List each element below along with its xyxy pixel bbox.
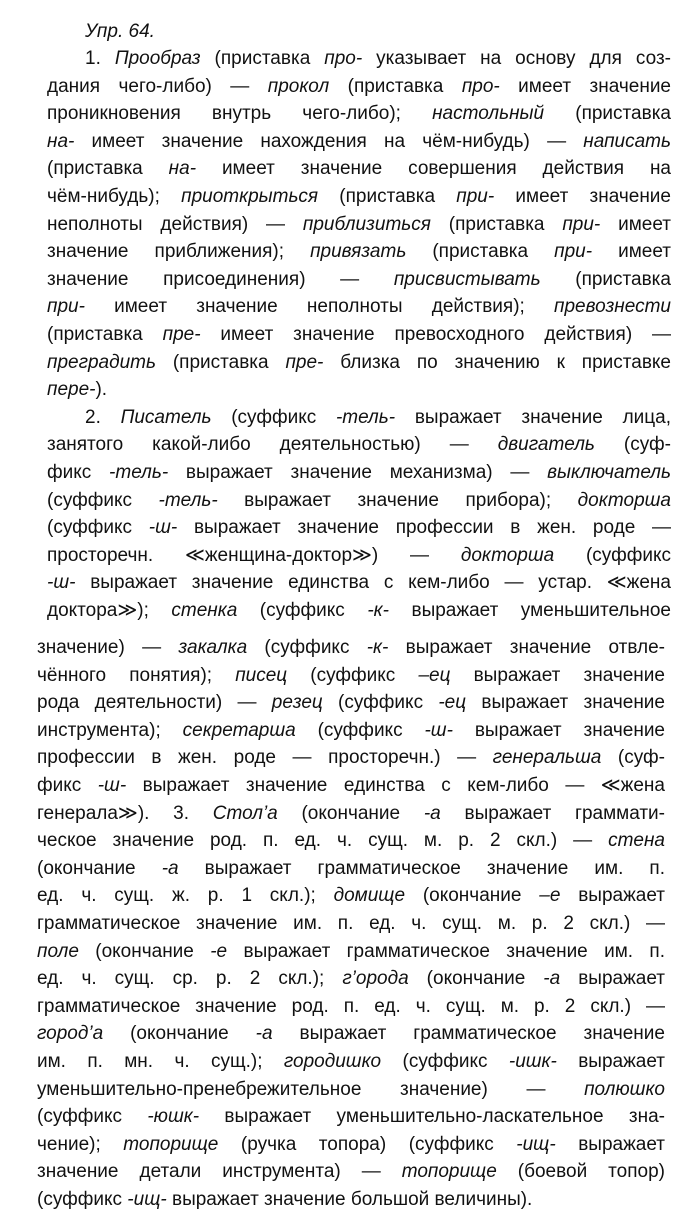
example-word: Прообраз <box>114 48 201 69</box>
text-line <box>37 1048 665 1076</box>
example-word: стена <box>608 830 665 852</box>
explanation-text: (суф- <box>594 434 671 456</box>
example-word: пре- <box>285 351 324 373</box>
example-word: преградить <box>47 351 156 373</box>
example-word: -к- <box>366 637 389 658</box>
example-word: -ищ- <box>127 1188 167 1210</box>
example-word: при- <box>562 213 601 235</box>
text-line <box>37 634 665 662</box>
explanation-text: значение) — <box>37 637 179 658</box>
example-word: -е <box>210 940 228 962</box>
explanation-text: профессии в жен. роде — просторечн.) — <box>37 747 493 769</box>
text-line <box>37 1158 665 1186</box>
explanation-text: выражает значение большой величины). <box>166 1188 533 1210</box>
text-line <box>47 459 671 487</box>
explanation-text: выражает <box>560 885 665 907</box>
example-word: секретарша <box>182 719 296 741</box>
explanation-text: (суффикс <box>295 719 425 741</box>
explanation-text: (приставка <box>318 185 457 207</box>
text-line <box>47 73 671 101</box>
example-word: -а <box>543 968 561 990</box>
explanation-text: грамматическое значение им. п. ед. ч. сущ. м. р. 2 скл.) — <box>37 912 665 934</box>
text-line <box>37 689 665 717</box>
text-line <box>37 993 665 1021</box>
explanation-text: инструмента); <box>37 719 183 741</box>
example-word: -ш- <box>97 774 127 796</box>
example-word: -а <box>161 857 179 879</box>
explanation-text: (приставка <box>155 351 286 373</box>
explanation-text: (окончание <box>408 968 544 990</box>
example-word: полюшко <box>584 1078 665 1100</box>
text-line <box>37 1131 665 1159</box>
example-word: резец <box>271 692 323 714</box>
text-line <box>47 431 671 459</box>
example-word: город’а <box>37 1023 104 1045</box>
text-line <box>47 211 671 239</box>
explanation-text: (окончание <box>37 857 162 879</box>
text-line <box>37 910 665 938</box>
explanation-text: (суффикс <box>237 599 368 621</box>
text-line <box>47 542 671 570</box>
text-line <box>47 376 671 404</box>
example-word: на- <box>168 158 197 180</box>
explanation-text: фикс <box>47 461 110 483</box>
exercise-title: Упр. 64. <box>85 21 155 42</box>
example-word: при- <box>47 296 85 318</box>
text-line <box>47 321 671 349</box>
explanation-text: выражает значение лица, <box>395 406 672 428</box>
explanation-text: неполноты действия) — <box>47 213 303 235</box>
example-word: при- <box>456 185 495 207</box>
text-line <box>37 827 665 855</box>
explanation-text: (приставка <box>544 103 671 125</box>
explanation-text: выражает значение единства с кем-либо — устар. ≪жена <box>75 572 671 594</box>
example-word: топорище <box>401 1161 497 1183</box>
explanation-text: чение); <box>37 1133 124 1155</box>
text-line <box>47 569 671 597</box>
explanation-text: (приставка <box>406 241 555 263</box>
explanation-text: ческое значение род. п. ед. ч. сущ. м. р. 2 скл.) — <box>37 830 609 852</box>
text-line <box>37 744 665 772</box>
example-word: превознести <box>554 296 671 318</box>
explanation-text: значение присоединения) — <box>47 268 394 290</box>
explanation-text: чённого понятия); <box>37 664 236 686</box>
explanation-text: имеет значение <box>494 185 671 207</box>
text-line <box>47 155 671 183</box>
text-line <box>47 238 671 266</box>
explanation-text: (боевой топор) <box>496 1161 665 1183</box>
explanation-text: имеет значение совершения действия на <box>196 158 671 180</box>
explanation-text: имеет значение <box>499 75 671 97</box>
text-line <box>37 938 665 966</box>
explanation-text: уменьшительно-пренебрежительное значение) — <box>37 1078 585 1100</box>
example-word: -к- <box>367 599 389 621</box>
example-word: -тель- <box>158 489 218 511</box>
text-line <box>37 855 665 883</box>
example-word: на- <box>47 130 75 152</box>
example-word: -ишк- <box>508 1050 557 1072</box>
text-line <box>37 800 665 828</box>
text-line <box>47 597 671 625</box>
explanation-text: выражает <box>556 1050 666 1072</box>
explanation-text: (ручка топора) (суффикс <box>218 1133 517 1155</box>
explanation-text: ед. ч. сущ. ср. р. 2 скл.); <box>37 968 343 990</box>
explanation-text: имеет <box>600 213 671 235</box>
explanation-text: выражает грамматическое значение <box>272 1023 665 1045</box>
example-word: Писатель <box>120 406 212 428</box>
example-word: топорище <box>123 1133 219 1155</box>
explanation-text: (приставка <box>430 213 563 235</box>
explanation-text: имеет значение нахождения на чём-нибудь) — <box>74 130 584 152</box>
explanation-text: выражает значение профессии в жен. роде — <box>177 517 672 539</box>
explanation-text: (приставка <box>540 268 671 290</box>
explanation-text: выражает значение прибора); <box>217 489 578 511</box>
explanation-text: (приставка <box>200 48 325 69</box>
example-word: приоткрыться <box>181 185 319 207</box>
example-word: домище <box>333 885 406 907</box>
example-word: –е <box>539 885 561 907</box>
example-word: -ш- <box>148 517 178 539</box>
explanation-text: проникновения внутрь чего-либо); <box>47 103 433 125</box>
explanation-text: выражает значение механизма) — <box>168 461 548 483</box>
explanation-text: грамматическое значение род. п. ед. ч. сущ. м. р. 2 скл.) — <box>37 995 665 1017</box>
explanation-text: выражает уменьшительное <box>388 599 671 621</box>
text-line <box>37 882 665 910</box>
example-word: при- <box>554 241 593 263</box>
example-word: присвистывать <box>393 268 541 290</box>
text-line <box>37 965 665 993</box>
explanation-text: доктора≫); <box>47 599 172 621</box>
example-word: прокол <box>267 75 330 97</box>
example-word: генеральша <box>492 747 602 769</box>
example-word: приблизиться <box>302 213 431 235</box>
example-word: Стол’а <box>212 802 278 824</box>
explanation-text: выражает граммати- <box>440 802 665 824</box>
text-line <box>47 404 671 432</box>
explanation-text: имеет значение неполноты действия); <box>84 296 555 318</box>
example-word: -ш- <box>47 572 76 594</box>
explanation-text: (приставка <box>329 75 462 97</box>
explanation-text: (суффикс <box>554 544 671 566</box>
explanation-text: (суффикс <box>247 637 367 658</box>
explanation-text: значение приближения); <box>47 241 311 263</box>
text-line <box>47 293 671 321</box>
example-word: докторша <box>577 489 671 511</box>
text-line <box>37 1186 665 1214</box>
text-line <box>47 487 671 515</box>
explanation-text: (суффикс <box>37 1188 128 1210</box>
example-word: настольный <box>432 103 545 125</box>
explanation-text: (окончание <box>277 802 424 824</box>
explanation-text: (суффикс <box>381 1050 509 1072</box>
text-line <box>37 1103 665 1131</box>
explanation-text: ). <box>95 379 108 401</box>
text-line <box>37 1076 665 1104</box>
example-word: г’орода <box>342 968 409 990</box>
example-word: двигатель <box>497 434 595 456</box>
example-word: -ищ- <box>516 1133 556 1155</box>
example-word: про- <box>324 48 363 69</box>
example-word: -тель- <box>109 461 169 483</box>
example-word: городишко <box>283 1050 382 1072</box>
explanation-text: (суффикс <box>47 517 149 539</box>
explanation-text: имеет <box>592 241 671 263</box>
explanation-text: (приставка <box>47 158 169 180</box>
example-word: -ш- <box>424 719 453 741</box>
example-word: докторша <box>460 544 555 566</box>
explanation-text: близка по значению к приставке <box>323 351 671 373</box>
example-word: пре- <box>162 323 201 345</box>
explanation-text: (суффикс <box>287 664 419 686</box>
text-line <box>37 1020 665 1048</box>
explanation-text: указывает на основу для соз- <box>362 48 671 69</box>
explanation-text: 1. <box>85 48 115 69</box>
explanation-text: генерала≫). 3. <box>37 802 213 824</box>
example-word: написать <box>583 130 671 152</box>
explanation-text: просторечн. ≪женщина-доктор≫) — <box>47 544 461 566</box>
explanation-text: имеет значение превосходного действия) — <box>200 323 671 345</box>
explanation-text: фикс <box>37 774 98 796</box>
text-line <box>47 100 671 128</box>
explanation-text: занятого какой-либо деятельностью) — <box>47 434 498 456</box>
example-word: стенка <box>171 599 238 621</box>
example-word: -а <box>255 1023 273 1045</box>
example-word: про- <box>461 75 500 97</box>
explanation-text: чём-нибудь); <box>47 185 182 207</box>
example-word: поле <box>37 940 79 962</box>
example-word: -юшк- <box>147 1106 200 1128</box>
explanation-text: (окончание <box>78 940 211 962</box>
text-line <box>47 514 671 542</box>
text-line <box>47 45 671 73</box>
explanation-text: выражает значение единства с кем-либо — ≪жена <box>126 774 665 796</box>
explanation-text: (окончание <box>103 1023 256 1045</box>
explanation-text: (суффикс <box>211 406 336 428</box>
example-word: закалка <box>178 637 248 658</box>
explanation-text: выражает уменьшительно-ласкательное зна- <box>199 1106 665 1128</box>
text-line <box>47 266 671 294</box>
example-word: -а <box>423 802 441 824</box>
explanation-text: выражает грамматическое значение им. п. <box>227 940 665 962</box>
example-word: -ец <box>438 692 467 714</box>
explanation-text: значение детали инструмента) — <box>37 1161 402 1183</box>
explanation-text: выражает <box>555 1133 666 1155</box>
text-line <box>37 772 665 800</box>
example-word: пере- <box>47 379 96 401</box>
explanation-text: выражает значение <box>450 664 665 686</box>
text-line <box>37 717 665 745</box>
explanation-text: (приставка <box>47 323 163 345</box>
text-block-upper <box>47 45 671 624</box>
explanation-text: (суффикс <box>37 1106 148 1128</box>
explanation-text: выражает значение <box>466 692 665 714</box>
text-line <box>47 183 671 211</box>
text-block-lower <box>37 634 665 1213</box>
text-line <box>47 349 671 377</box>
example-word: –ец <box>418 664 451 686</box>
explanation-text: (суффикс <box>47 489 159 511</box>
explanation-text: (окончание <box>405 885 540 907</box>
explanation-text: 2. <box>85 406 121 428</box>
example-word: писец <box>235 664 288 686</box>
explanation-text: выражает значение отвле- <box>388 637 665 658</box>
explanation-text: дания чего-либо) — <box>47 75 268 97</box>
example-word: выключатель <box>547 461 671 483</box>
explanation-text: им. п. мн. ч. сущ.); <box>37 1050 284 1072</box>
explanation-text: (суффикс <box>322 692 439 714</box>
explanation-text: ед. ч. сущ. ж. р. 1 скл.); <box>37 885 334 907</box>
text-line <box>37 662 665 690</box>
explanation-text: рода деятельности) — <box>37 692 272 714</box>
explanation-text: (суф- <box>601 747 665 769</box>
explanation-text: выражает <box>560 968 665 990</box>
text-line <box>47 128 671 156</box>
example-word: привязать <box>310 241 407 263</box>
example-word: -тель- <box>335 406 396 428</box>
explanation-text: выражает грамматическое значение им. п. <box>178 857 665 879</box>
explanation-text: выражает значение <box>452 719 665 741</box>
